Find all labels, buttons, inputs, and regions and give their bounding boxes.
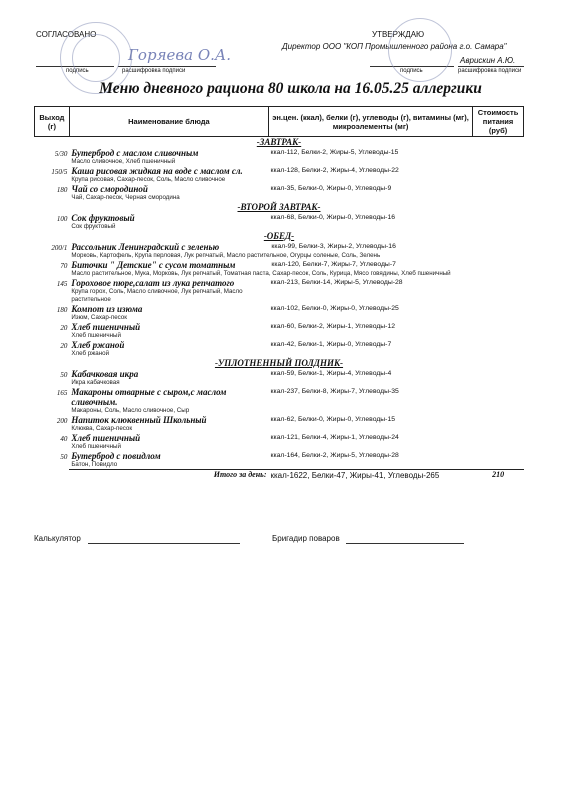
col-output: Выход (г) bbox=[35, 107, 70, 137]
dish-output: 40 bbox=[60, 435, 68, 443]
section-row bbox=[35, 358, 524, 369]
dish-output: 70 bbox=[60, 262, 68, 270]
right-decode-line bbox=[458, 66, 524, 67]
dish-ingredients: Крупа рисовая, Сахар-песок, Соль, Масло сливочное bbox=[71, 176, 226, 183]
dish-nutrition: ккал-128, Белки-2, Жиры-4, Углеводы-22 bbox=[270, 167, 399, 174]
dish-output: 150/5 bbox=[51, 168, 68, 176]
dish-cell bbox=[69, 451, 268, 470]
dish-nutrition: ккал-68, Белки-0, Жиры-0, Углеводы-16 bbox=[270, 214, 396, 221]
dish-nutrition: ккал-112, Белки-2, Жиры-5, Углеводы-15 bbox=[270, 149, 399, 156]
section-title: -ВТОРОЙ ЗАВТРАК- bbox=[237, 202, 321, 212]
dish-ingredients: Макароны, Соль, Масло сливочное, Сыр bbox=[71, 407, 190, 414]
dish-output: 50 bbox=[60, 371, 68, 379]
dish-row bbox=[35, 340, 524, 358]
calculator-sign-line bbox=[88, 543, 240, 544]
dish-cell bbox=[69, 260, 472, 278]
dish-row bbox=[35, 387, 524, 415]
left-approve-label: СОГЛАСОВАНО bbox=[36, 30, 97, 39]
dish-cost bbox=[473, 148, 524, 166]
dish-ingredients: Сок фруктовый bbox=[71, 223, 116, 230]
col-nutrition: эн.цен. (ккал), белки (г), углеводы (г), витамины (мг), микроэлементы (мг) bbox=[269, 107, 473, 137]
section-title: -ОБЕД- bbox=[263, 231, 295, 241]
dish-cost bbox=[473, 260, 524, 278]
dish-name: Хлеб ржаной bbox=[71, 340, 125, 350]
dish-cell bbox=[69, 242, 472, 260]
dish-name: Макароны отварные с сыром,с маслом сливочным. bbox=[71, 387, 227, 407]
director-title: Директор ООО "КОП Промышленного района г.о. Самара" bbox=[282, 42, 507, 51]
table-header-row bbox=[35, 107, 524, 137]
total-cost: 210 bbox=[473, 470, 524, 481]
dish-row bbox=[35, 166, 524, 184]
section-row bbox=[35, 231, 524, 242]
col-cost: Стоимость питания (руб) bbox=[473, 107, 524, 137]
dish-ingredients: Икра кабачковая bbox=[71, 379, 120, 386]
dish-output: 5/30 bbox=[54, 150, 68, 158]
dish-output: 145 bbox=[56, 280, 68, 288]
page-title: Меню дневного рациона 80 школа на 16.05.25 аллергики bbox=[99, 80, 482, 97]
dish-name: Напиток клюквенный Школьный bbox=[71, 415, 207, 425]
dish-ingredients: Масло растительное, Мука, Морковь, Лук репчатый, Томатная паста, Сахар-песок, Соль, Курица, Мясо говядины, Хлеб пшеничный bbox=[71, 270, 451, 277]
right-sign-caption: подпись bbox=[400, 68, 423, 74]
total-label: Итого за день: bbox=[69, 470, 268, 481]
dish-output: 165 bbox=[56, 389, 68, 397]
left-signature: Горяева О.А. bbox=[128, 46, 232, 64]
dish-cell bbox=[69, 340, 268, 358]
dish-cost bbox=[473, 242, 524, 260]
dish-cell bbox=[69, 184, 268, 202]
dish-ingredients: Клюква, Сахар-песок bbox=[71, 425, 133, 432]
dish-nutrition: ккал-62, Белки-0, Жиры-0, Углеводы-15 bbox=[270, 416, 396, 423]
dish-cost bbox=[473, 415, 524, 433]
dish-output: 200/1 bbox=[51, 244, 68, 252]
dish-cost bbox=[473, 166, 524, 184]
dish-name: Сок фруктовый bbox=[71, 213, 135, 223]
dish-ingredients: Чай, Сахар-песок, Черная смородина bbox=[71, 194, 180, 201]
total-spacer bbox=[35, 470, 70, 481]
dish-cost bbox=[473, 322, 524, 340]
left-sign-caption: подпись bbox=[66, 68, 89, 74]
dish-nutrition: ккал-42, Белки-1, Жиры-0, Углеводы-7 bbox=[270, 341, 392, 348]
dish-name: Бутерброд с маслом сливочным bbox=[71, 148, 199, 158]
dish-output: 200 bbox=[56, 417, 68, 425]
right-approve-label: УТВЕРЖДАЮ bbox=[372, 30, 425, 39]
dish-ingredients: Батон, Повидло bbox=[71, 461, 118, 468]
dish-cost bbox=[473, 451, 524, 470]
chef-sign-line bbox=[346, 543, 464, 544]
dish-output: 20 bbox=[60, 342, 68, 350]
dish-row bbox=[35, 278, 524, 304]
dish-output: 100 bbox=[56, 215, 68, 223]
dish-cell bbox=[69, 369, 268, 387]
dish-cell bbox=[69, 433, 268, 451]
dish-cost bbox=[473, 433, 524, 451]
total-nutrition: ккал-1622, Белки-47, Жиры-41, Углеводы-265 bbox=[269, 470, 473, 481]
dish-nutrition: ккал-121, Белки-4, Жиры-1, Углеводы-24 bbox=[270, 434, 399, 441]
director-name: Аврискин А.Ю. bbox=[460, 56, 516, 65]
left-decode-line bbox=[118, 66, 216, 67]
section-title: -ЗАВТРАК- bbox=[256, 137, 302, 147]
dish-row bbox=[35, 369, 524, 387]
dish-cell bbox=[69, 322, 268, 340]
dish-row bbox=[35, 322, 524, 340]
dish-name: Хлеб пшеничный bbox=[71, 433, 141, 443]
dish-cell bbox=[69, 278, 268, 304]
total-row bbox=[35, 470, 524, 481]
dish-output: 180 bbox=[56, 186, 68, 194]
dish-ingredients: Морковь, Картофель, Крупа перловая, Лук репчатый, Масло растительное, Огурцы соленые, Соль, Зелень bbox=[71, 252, 381, 259]
dish-name: Кабачковая икра bbox=[71, 369, 139, 379]
dish-nutrition: ккал-237, Белки-8, Жиры-7, Углеводы-35 bbox=[270, 388, 399, 395]
dish-nutrition: ккал-120, Белки-7, Жиры-7, Углеводы-7 bbox=[271, 261, 396, 268]
dish-nutrition: ккал-99, Белки-3, Жиры-2, Углеводы-16 bbox=[271, 243, 396, 250]
dish-name: Компот из изюма bbox=[71, 304, 143, 314]
dish-ingredients: Хлеб пшеничный bbox=[71, 443, 121, 450]
left-decode-caption: расшифровка подписи bbox=[122, 68, 186, 74]
dish-name: Каша рисовая жидкая на воде с маслом сл. bbox=[71, 166, 243, 176]
dish-ingredients: Крупа горох, Соль, Масло сливочное, Лук репчатый, Масло растительное bbox=[71, 288, 243, 303]
dish-cost bbox=[473, 213, 524, 231]
dish-row bbox=[35, 451, 524, 470]
dish-output: 20 bbox=[60, 324, 68, 332]
dish-nutrition: ккал-59, Белки-1, Жиры-4, Углеводы-4 bbox=[270, 370, 392, 377]
dish-output: 50 bbox=[60, 453, 68, 461]
dish-nutrition: ккал-102, Белки-0, Жиры-0, Углеводы-25 bbox=[270, 305, 399, 312]
dish-nutrition: ккал-60, Белки-2, Жиры-1, Углеводы-12 bbox=[270, 323, 396, 330]
dish-ingredients: Изюм, Сахар-песок bbox=[71, 314, 127, 321]
dish-row bbox=[35, 415, 524, 433]
section-row bbox=[35, 202, 524, 213]
dish-name: Рассольник Ленинградский с зеленью bbox=[71, 242, 220, 252]
dish-name: Бутерброд с повидлом bbox=[71, 451, 161, 461]
dish-nutrition: ккал-35, Белки-0, Жиры-0, Углеводы-9 bbox=[270, 185, 392, 192]
dish-name: Гороховое пюре,салат из лука репчатого bbox=[71, 278, 235, 288]
dish-cell bbox=[69, 166, 268, 184]
dish-name: Биточки " Детские" с сусом томатным bbox=[71, 260, 236, 270]
menu-table bbox=[34, 106, 524, 480]
dish-cost bbox=[473, 184, 524, 202]
dish-output: 180 bbox=[56, 306, 68, 314]
left-stamp-inner bbox=[72, 34, 120, 82]
dish-cost bbox=[473, 304, 524, 322]
section-row bbox=[35, 137, 524, 149]
dish-ingredients: Хлеб пшеничный bbox=[71, 332, 121, 339]
dish-name: Хлеб пшеничный bbox=[71, 322, 141, 332]
chef-label: Бригадир поваров bbox=[272, 534, 340, 543]
dish-name: Чай со смородиной bbox=[71, 184, 148, 194]
dish-cell bbox=[69, 387, 268, 415]
dish-ingredients: Хлеб ржаной bbox=[71, 350, 110, 357]
calculator-label: Калькулятор bbox=[34, 534, 81, 543]
dish-row bbox=[35, 304, 524, 322]
dish-cost bbox=[473, 340, 524, 358]
dish-cost bbox=[473, 387, 524, 415]
dish-cell bbox=[69, 304, 268, 322]
dish-row bbox=[35, 213, 524, 231]
dish-ingredients: Масло сливочное, Хлеб пшеничный bbox=[71, 158, 176, 165]
right-stamp bbox=[388, 18, 452, 82]
dish-cost bbox=[473, 369, 524, 387]
dish-cost bbox=[473, 278, 524, 304]
dish-nutrition: ккал-213, Белки-14, Жиры-5, Углеводы-28 bbox=[270, 279, 403, 286]
dish-row bbox=[35, 260, 524, 278]
right-decode-caption: расшифровка подписи bbox=[458, 68, 522, 74]
col-name: Наименование блюда bbox=[69, 107, 268, 137]
dish-cell bbox=[69, 148, 268, 166]
dish-cell bbox=[69, 415, 268, 433]
dish-nutrition: ккал-164, Белки-2, Жиры-5, Углеводы-28 bbox=[270, 452, 399, 459]
dish-row bbox=[35, 433, 524, 451]
dish-row bbox=[35, 184, 524, 202]
dish-cell bbox=[69, 213, 268, 231]
section-title: -УПЛОТНЕННЫЙ ПОЛДНИК- bbox=[214, 358, 344, 368]
dish-row bbox=[35, 148, 524, 166]
dish-row bbox=[35, 242, 524, 260]
